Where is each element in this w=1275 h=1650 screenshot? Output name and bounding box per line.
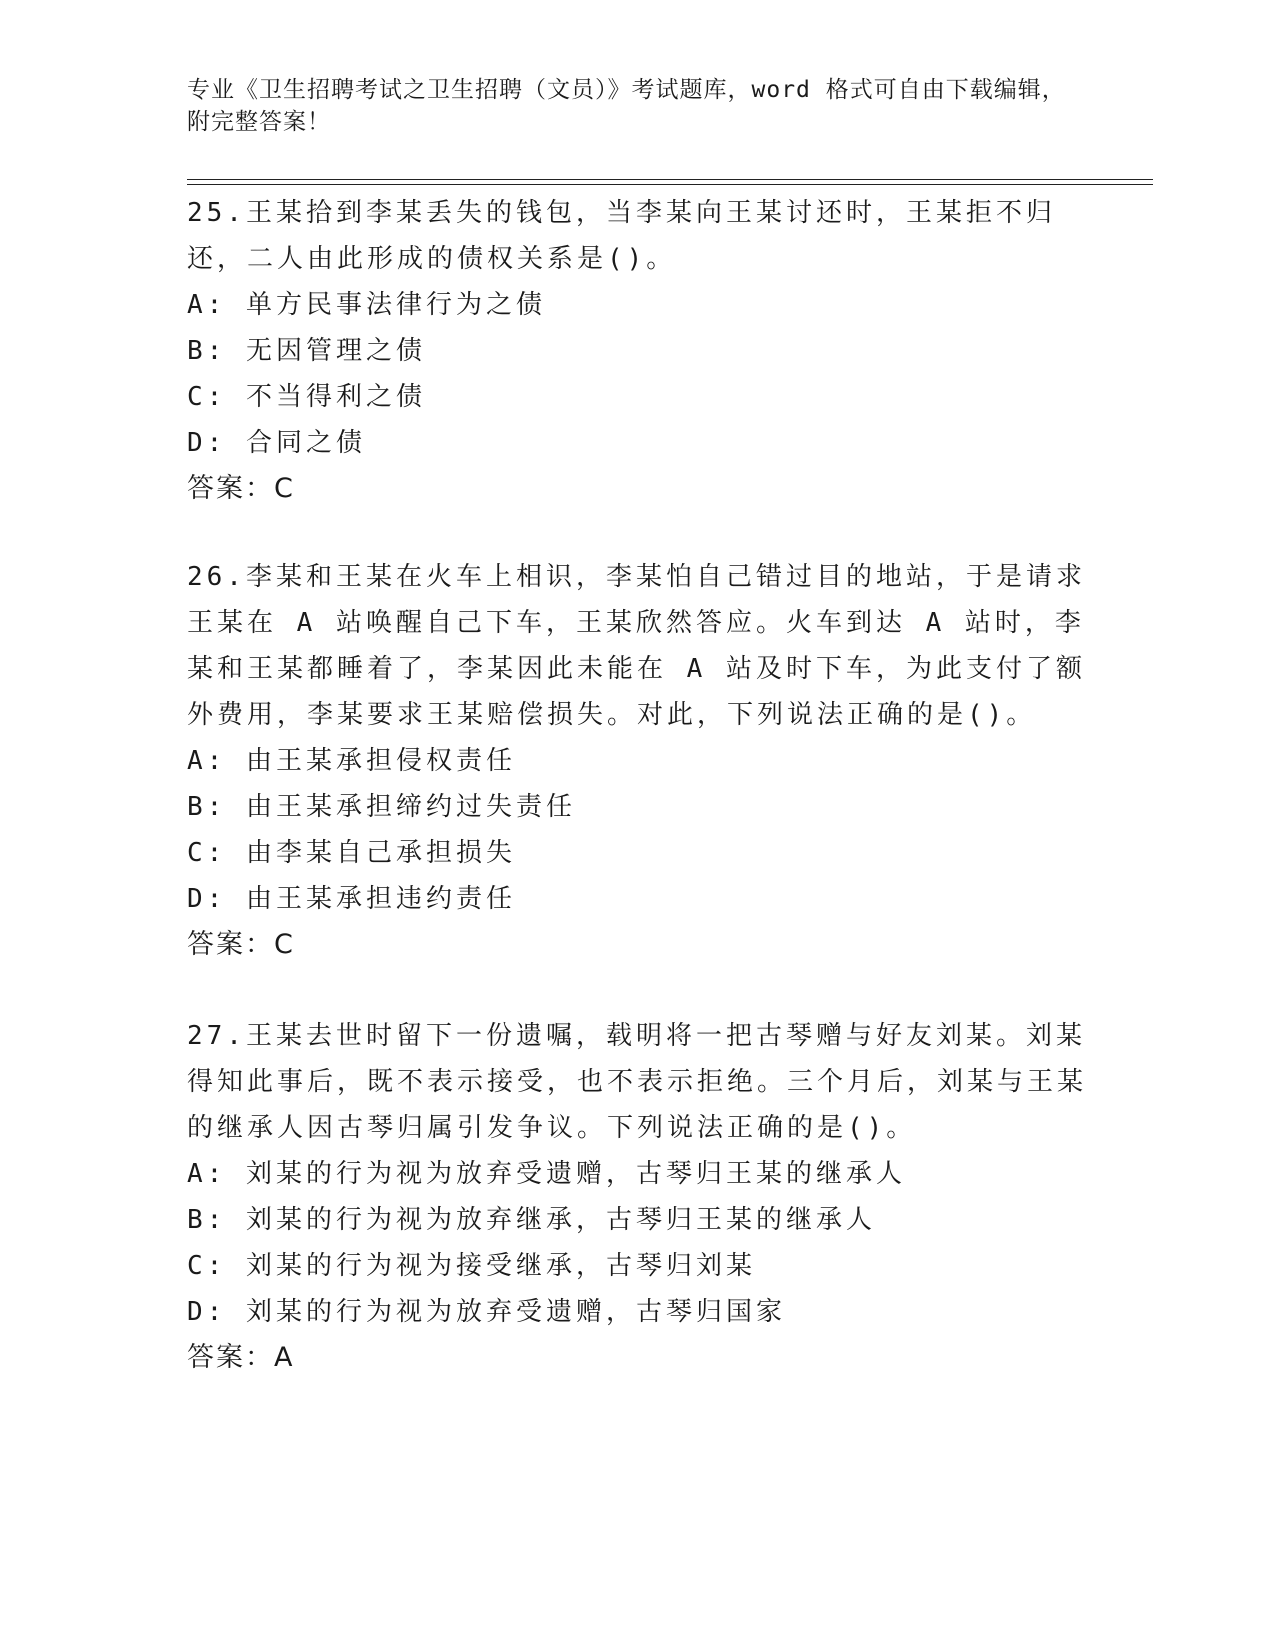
option-b: B: 无因管理之债	[187, 336, 426, 366]
question-stem: 26.李某和王某在火车上相识，李某怕自己错过目的地站，于是请求王某在 A 站唤醒自己下车，王某欣然答应。火车到达 A 站时，李某和王某都睡着了，李某因此未能在 A 站及时下车，为此支付了额外费用，李某要求王某赔偿损失。对此，下列说法正确的是()。	[187, 562, 1086, 730]
header-divider-bottom	[187, 184, 1153, 185]
option-a: A: 由王某承担侵权责任	[187, 746, 516, 776]
option-a: A: 单方民事法律行为之债	[187, 290, 546, 320]
option-a: A: 刘某的行为视为放弃受遗赠，古琴归王某的继承人	[187, 1159, 906, 1189]
option-d: D: 合同之债	[187, 428, 366, 458]
header-divider-top	[187, 179, 1153, 180]
question-stem: 27.王某去世时留下一份遗嘱，载明将一把古琴赠与好友刘某。刘某得知此事后，既不表示接受，也不表示拒绝。三个月后，刘某与王某的继承人因古琴归属引发争议。下列说法正确的是()。	[187, 1021, 1088, 1143]
answer-line: 答案：C	[187, 929, 295, 960]
option-c: C: 由李某自己承担损失	[187, 838, 516, 868]
option-d: D: 由王某承担违约责任	[187, 884, 516, 914]
option-d: D: 刘某的行为视为放弃受遗赠，古琴归国家	[187, 1297, 786, 1327]
answer-line: 答案：C	[187, 473, 295, 504]
question-26	[187, 554, 1087, 968]
answer-line: 答案：A	[187, 1342, 295, 1373]
option-c: C: 刘某的行为视为接受继承，古琴归刘某	[187, 1251, 756, 1281]
document-header	[187, 74, 1087, 138]
question-27	[187, 1013, 1087, 1381]
option-b: B: 刘某的行为视为放弃继承，古琴归王某的继承人	[187, 1205, 876, 1235]
question-25	[187, 190, 1087, 512]
header-intro-text: 专业《卫生招聘考试之卫生招聘（文员）》考试题库，word 格式可自由下载编辑，附完整答案！	[187, 77, 1066, 135]
question-stem: 25.王某拾到李某丢失的钱包，当李某向王某讨还时，王某拒不归还，二人由此形成的债权关系是()。	[187, 198, 1056, 274]
option-c: C: 不当得利之债	[187, 382, 426, 412]
option-b: B: 由王某承担缔约过失责任	[187, 792, 576, 822]
